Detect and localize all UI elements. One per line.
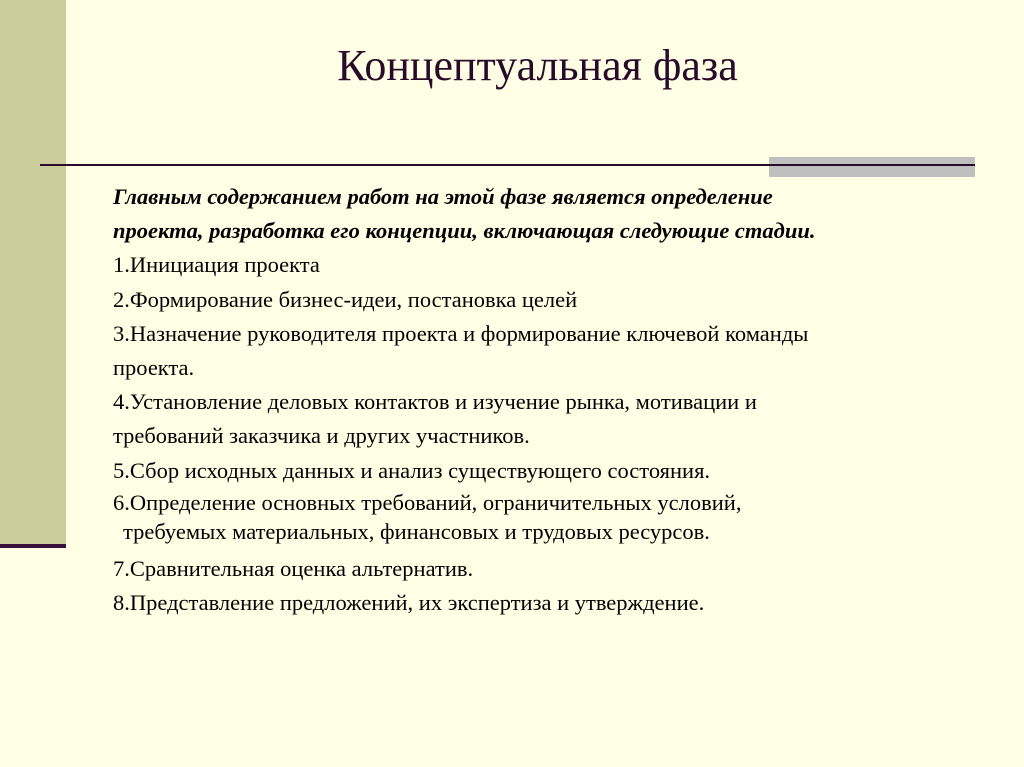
slide-body <box>113 180 993 620</box>
intro-line: Главным содержанием работ на этой фазе является определение <box>113 184 773 209</box>
list-item: 2.Формирование бизнес-идеи, постановка целей <box>113 286 578 312</box>
sidebar-divider <box>0 544 66 548</box>
list-item: 7.Сравнительная оценка альтернатив. <box>113 555 474 581</box>
list-item: 4.Установление деловых контактов и изучение рынка, мотивации и <box>113 389 757 415</box>
list-item: требований заказчика и других участников. <box>113 423 530 449</box>
list-item: требуемых материальных, финансовых и трудовых ресурсов. <box>123 518 710 544</box>
slide-title: Концептуальная фаза <box>337 41 738 90</box>
intro-line: проекта, разработка его концепции, включающая следующие стадии. <box>113 218 816 244</box>
list-item: 3.Назначение руководителя проекта и формирование ключевой команды <box>113 320 809 346</box>
list-item: 1.Инициация проекта <box>113 252 320 278</box>
accent-bar <box>769 157 975 177</box>
list-item: 5.Сбор исходных данных и анализ существующего состояния. <box>113 457 711 483</box>
list-item: 8.Представление предложений, их экспертиза и утверждение. <box>113 590 705 616</box>
list-item: 6.Определение основных требований, ограничительных условий, <box>113 489 742 515</box>
list-item: проекта. <box>113 355 195 381</box>
